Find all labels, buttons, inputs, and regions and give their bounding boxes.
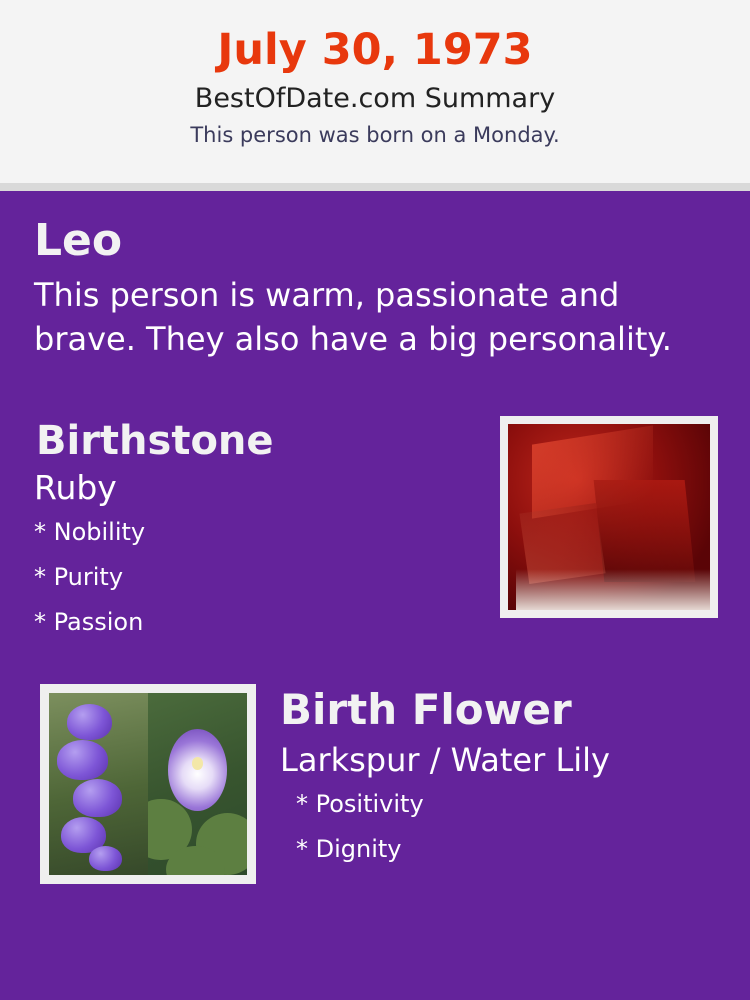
water-lily-center: [192, 757, 204, 770]
zodiac-description: This person is warm, passionate and brave. They also have a big personality.: [34, 276, 672, 358]
birthstone-trait: * Nobility: [34, 518, 146, 546]
birthstone-section: [32, 416, 718, 646]
site-summary-label: BestOfDate.com Summary: [194, 83, 556, 114]
larkspur-bloom: [73, 779, 123, 817]
birth-flower-heading: Birth Flower: [280, 685, 572, 734]
page-title: July 30, 1973: [217, 25, 533, 75]
birthstone-heading: Birthstone: [36, 418, 274, 464]
birth-flower-image: [49, 693, 247, 875]
larkspur-bloom: [57, 740, 108, 780]
card-header: [0, 0, 750, 183]
birth-flower-text: [280, 684, 718, 872]
water-lily-photo: [148, 693, 247, 875]
birthstone-trait: * Passion: [34, 608, 144, 636]
birth-flower-section: [32, 684, 718, 899]
gem-base-shadow: [516, 562, 710, 610]
birth-weekday-text: This person was born on a Monday.: [190, 123, 560, 147]
larkspur-bloom: [67, 704, 113, 740]
birthstone-image-frame: [500, 416, 718, 618]
birth-flower-trait: * Dignity: [296, 835, 402, 863]
larkspur-photo: [49, 693, 148, 875]
birth-flower-trait: * Positivity: [296, 790, 424, 818]
larkspur-bloom: [89, 846, 123, 871]
water-lily-bloom: [168, 729, 227, 811]
birthstone-name: Ruby: [34, 468, 117, 507]
header-divider: [0, 183, 750, 191]
ruby-gemstone-image: [508, 424, 710, 610]
birth-flower-image-frame: [40, 684, 256, 884]
details-panel: [0, 191, 750, 1000]
zodiac-sign-title: Leo: [34, 215, 123, 266]
birth-flower-name: Larkspur / Water Lily: [280, 741, 610, 779]
birthstone-trait: * Purity: [34, 563, 124, 591]
